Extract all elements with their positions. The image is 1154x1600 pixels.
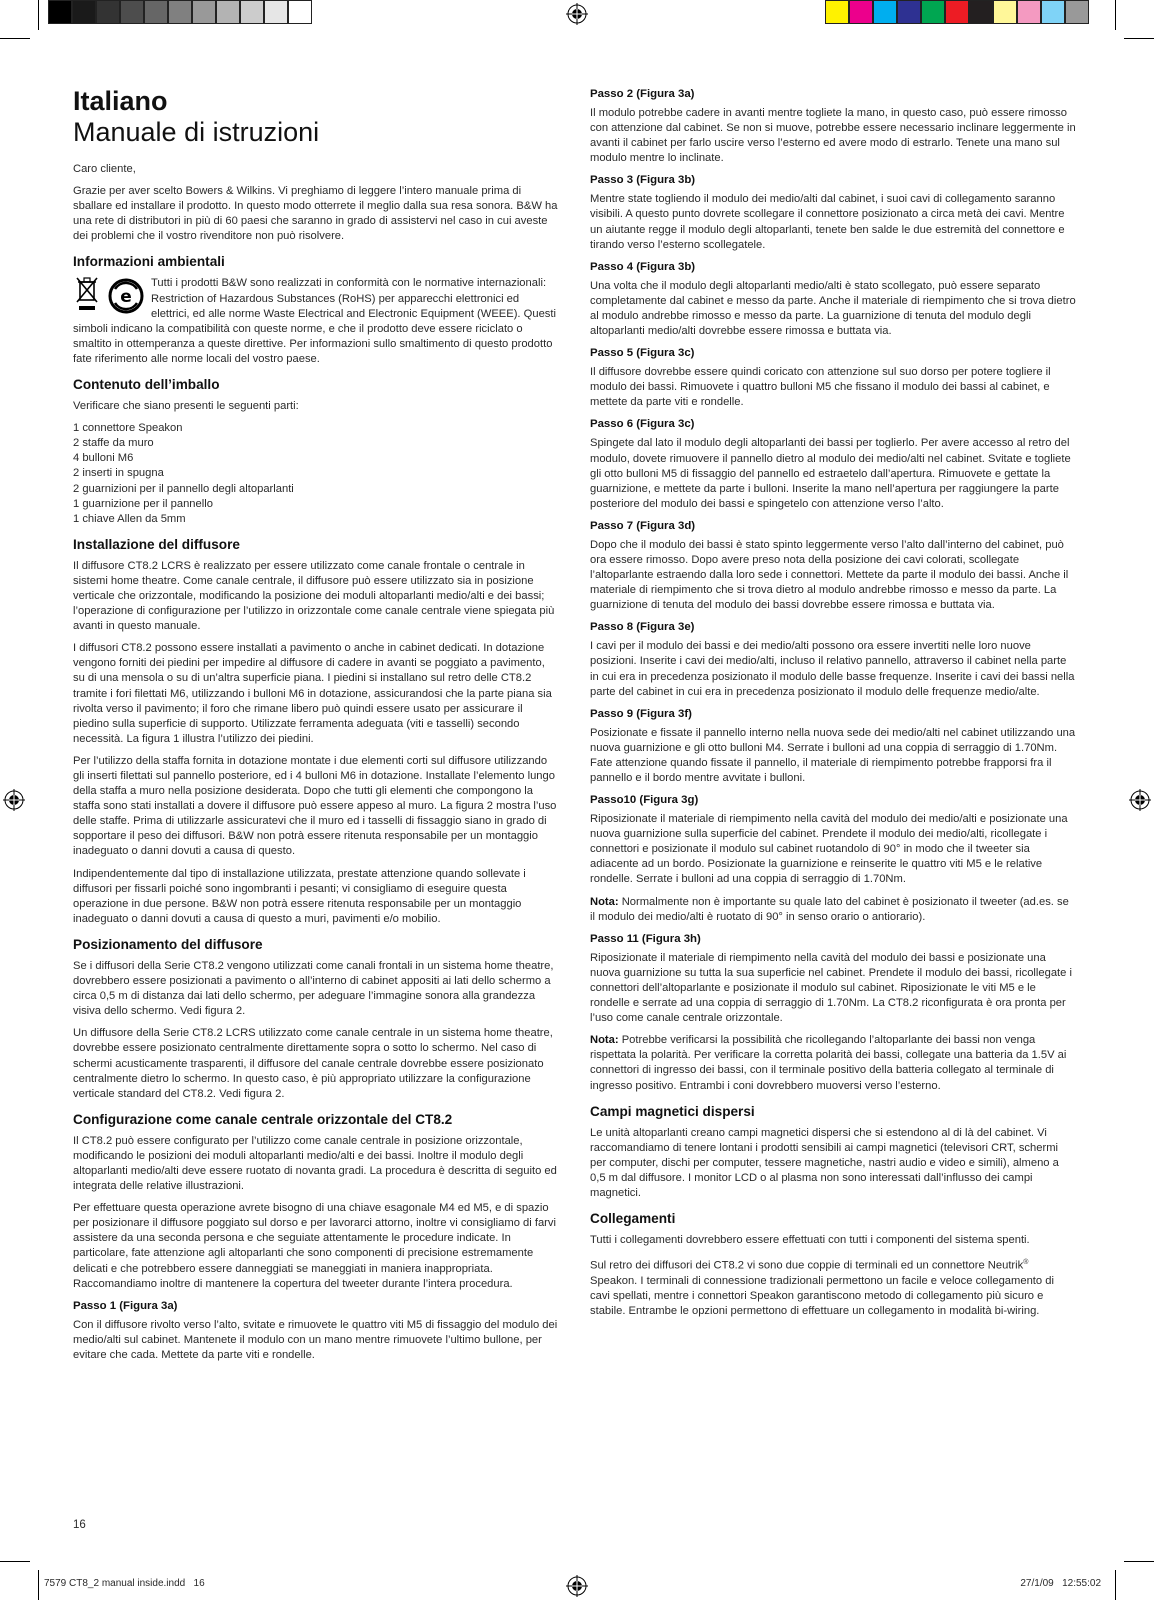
svg-text:e: e: [120, 287, 132, 308]
step-paragraph: Il modulo potrebbe cadere in avanti mentre togliete la mano, in questo caso, può essere rimosso con attenzione dal cabinet. Se non si muove, potrebbe essere necessario inclinare leggermente in avanti il cabinet per farlo uscire verso l’esterno ed avere modo di estrarlo. Tenete una mano sul modulo mentre lo inclinate.: [590, 107, 1076, 165]
color-swatch: [849, 0, 873, 24]
color-swatch: [120, 0, 144, 24]
magnetic-paragraph: Le unità altoparlanti creano campi magnetici dispersi che si estendono al di là del cabinet. Vi raccomandiamo di tenere lontani i prodotti sensibili ai campi magnetici (televisori CRT, schermi per computer, dischi per computer, tessere magnetiche, nastri audio e video e simili), almeno a 0,5 m dal diffusore. I monitor LCD o al plasma non sono interessati dall’influsso dei campi magnetici.: [590, 1126, 1059, 1199]
list-item: 4 bulloni M6: [73, 452, 134, 465]
step-paragraph: Dopo che il modulo dei bassi è stato spinto leggermente verso l’alto dall’interno del cabinet, può ora essere rimosso. Dopo avere preso nota della posizione dei cavi colorati, scollegate l’altoparlante estraendo dalla loro sede i connettori. Mettete da parte il modulo dei bassi. Anche il materiale di riempimento che si trova dietro al modulo andrebbe rimosso e messo da parte. La guarnizione di tenuta del modulo dei bassi dovrebbe essere rimossa e buttata via.: [590, 538, 1069, 612]
environment-icons: [73, 276, 149, 316]
list-item: 2 inserti in spugna: [73, 467, 164, 480]
color-swatch: [48, 0, 72, 24]
package-list: [73, 421, 559, 527]
installation-paragraph: Indipendentemente dal tipo di installazione utilizzata, prestate attenzione quando sollevate i diffusori per fissarli poiché sono ingombranti i pesanti; vi consigliamo di eseguire questa operazione in due persone. B&W non potrà essere ritenuta responsabile per un montaggio inadeguato o danni dovuti a causa di questo a muri, pavimenti e/o mobilio.: [73, 867, 526, 925]
note-paragraph: [590, 1033, 1076, 1093]
crop-mark: [1124, 38, 1154, 39]
step-heading: Passo 2 (Figura 3a): [590, 88, 695, 100]
step-paragraph: Riposizionate il materiale di riempimento nella cavità del modulo dei bassi e posizionate una nuova guarnizione su tutta la sua superficie nel cabinet. Prendete il modulo dei bassi, ricollegate i connettori dell’altoparlante e posizionate il modulo sul cabinet. Riposizionate le viti M5 e le rondelle e serrate ad una coppia di serraggio di 1.70Nm. La CT8.2 riconfigurata è ora pronta per l’uso come canale centrale orizzontale.: [590, 951, 1072, 1025]
section-heading-connections: Collegamenti: [590, 1211, 676, 1227]
color-swatch: [216, 0, 240, 24]
right-column: [590, 87, 1076, 1326]
color-swatch: [1065, 0, 1089, 24]
color-swatch: [993, 0, 1017, 24]
note-text: Normalmente non è importante su quale lato del cabinet è posizionato il tweeter (ad.es. se il modulo dei medio/alti è ruotato di 90° in senso orario o antiorario).: [590, 895, 1069, 923]
rohs-icon: [107, 277, 145, 315]
step-paragraph: Una volta che il modulo degli altoparlanti medio/alti è stato scollegato, può essere separato completamente dal cabinet e messo da parte. Anche il materiale di riempimento che si trova dietro al modulo andrebbe rimosso e messo da parte. La guarnizione di tenuta del modulo degli altoparlanti medio/alti dovrebbe essere rimossa e buttata via.: [590, 279, 1076, 338]
installation-paragraph: Il diffusore CT8.2 LCRS è realizzato per essere utilizzato come canale frontale o centrale in sistemi home theatre. Come canale centrale, il diffusore può essere utilizzato sia in posizione verticale che orizzontale, modificando la posizione dei moduli altoparlanti medio/alti e dei bassi; l’operazione di configurazione per l’utilizzo in orizzontale come canale centrale viene spiegata più avanti in questo manuale.: [73, 559, 555, 633]
connections-paragraph: [590, 1255, 1076, 1319]
page-number: 16: [73, 1519, 86, 1531]
step-heading: Passo 7 (Figura 3d): [590, 519, 696, 532]
note-label: Nota:: [590, 895, 619, 908]
configuration-paragraph: Per effettuare questa operazione avrete bisogno di una chiave esagonale M4 ed M5, e di spazio per posizionare il diffusore poggiato sul dorso e per lavorarci attorno, inoltre vi consigliamo di farvi assistere da una seconda persona e che seguiate attentamente le procedure indicate. In particolare, fate attenzione agli altoparlanti che sono componenti di precisione estremamente delicati e che potrebbero essere danneggiati se maneggiati in maniera inappropriata. Raccomandiamo inoltre di mantenere la copertura del tweeter durante l’intera procedura.: [73, 1202, 556, 1290]
connections-text: Sul retro dei diffusori dei CT8.2 vi sono due coppie di terminali ed un connettore Neutrik: [590, 1259, 1024, 1272]
crop-mark: [1115, 0, 1116, 30]
color-swatch: [921, 0, 945, 24]
step-heading: Passo 1 (Figura 3a): [73, 1299, 178, 1312]
color-swatch: [945, 0, 969, 24]
color-swatch: [873, 0, 897, 24]
section-heading-installation: Installazione del diffusore: [73, 536, 240, 552]
intro-paragraph: Grazie per aver scelto Bowers & Wilkins. Vi preghiamo di leggere l’intero manuale prima di sballare ed installare il prodotto. In questo modo otterrete il meglio dalla sua resa sonora. B&W ha una rete di distributori in più di 60 paesi che saranno in grado di assistervi nel caso in cui aveste dei problemi che il vostro rivenditore non può risolvere.: [73, 185, 558, 243]
note-paragraph: [590, 895, 1076, 925]
color-swatch: [192, 0, 216, 24]
step-paragraph: Posizionate e fissate il pannello interno nella nuova sede dei medio/alti nel cabinet utilizzando una nuova guarnizione e gli otto bulloni M4. Serrate i bulloni ad una coppia di serraggio di 1.70Nm. Fate attenzione quando fissate il pannello, il materiale di riempimento potrebbe frapporsi fra il pannello e il bordo mentre avvitate i bulloni.: [590, 726, 1076, 784]
color-swatch: [96, 0, 120, 24]
color-swatch: [825, 0, 849, 24]
registration-mark-icon: [3, 789, 25, 811]
footer-file-info: 7579 CT8_2 manual inside.indd 16: [44, 1578, 205, 1589]
list-item: 1 guarnizione per il pannello: [73, 497, 213, 510]
package-intro: Verificare che siano presenti le seguenti parti:: [73, 400, 299, 413]
color-swatch: [168, 0, 192, 24]
step-paragraph: I cavi per il modulo dei bassi e dei medio/alti possono ora essere invertiti nelle loro nuove posizioni. Inserite i cavi dei medio/alti, incluso il relativo pannello, attraverso il cabinet nella parte in cui era in precedenza posizionato il modulo delle basse frequenze. Inserite i cavi dei bassi nella parte del cabinet in cui era in precedenza posizionato il modulo delle frequenze medio/alte.: [590, 640, 1075, 698]
color-swatch: [264, 0, 288, 24]
step-paragraph: Mentre state togliendo il modulo dei medio/alti dal cabinet, i suoi cavi di collegamento saranno visibili. A questo punto dovrete scollegare il connettore posizionato a circa metà dei cavi. Mentre un aiutante regge il modulo degli altoparlanti, tenete ben salde le due estremità del connettore e tirando verso l’esterno scollegatele.: [590, 193, 1065, 251]
page-subtitle: Manuale di istruzioni: [73, 117, 320, 147]
step-heading: Passo 5 (Figura 3c): [590, 347, 695, 360]
list-item: 1 connettore Speakon: [73, 422, 183, 435]
step-paragraph: Riposizionate il materiale di riempimento nella cavità del modulo dei medio/alti e posizionate una nuova guarnizione sulla superficie del cabinet. Prendete il modulo dei medio/alti, ricollegate i connettori e posizionate il modulo sul cabinet ruotandolo di 90° in modo che il tweeter sia adiacente ad un bordo. Posizionate la guarnizione e reinserite le quattro viti M5 e le relative rondelle. Serrate i bulloni ad una coppia di serraggio di 1.70Nm.: [590, 813, 1068, 886]
list-item: 2 staffe da muro: [73, 437, 154, 450]
crop-mark: [38, 1570, 39, 1600]
crop-mark: [1124, 1561, 1154, 1562]
installation-paragraph: Per l’utilizzo della staffa fornita in dotazione montate i due elementi corti sul diffusore utilizzando gli inserti filettati sul pannello posteriore, ed i 4 bulloni M6 in dotazione. Installate l’elemento lungo della staffa a muro nella posizione desiderata. Dopo che tutti gli elementi che compongono la staffa sono stati installati a dovere il diffusore può essere appeso al muro. La figura 2 mostra l’uso delle staffe. Prima di utilizzarle assicuratevi che il muro ed i tasselli di fissaggio siano in grado di sopportare il peso dei diffusori. B&W non potrà essere ritenuta responsabile per un montaggio inadeguato o danni dovuti a causa di questo.: [73, 754, 557, 858]
list-item: 2 guarnizioni per il pannello degli altoparlanti: [73, 482, 294, 495]
step-heading: Passo 3 (Figura 3b): [590, 174, 696, 187]
gray-color-bars: [48, 0, 312, 24]
connections-paragraph: Tutti i collegamenti dovrebbero essere effettuati con tutti i componenti del sistema spenti.: [590, 1234, 1030, 1247]
installation-paragraph: I diffusori CT8.2 possono essere installati a pavimento o anche in cabinet dedicati. In dotazione vengono forniti dei piedini per impedire al diffusore di cadere in avanti se poggiato a pavimento, su di una mensola o su di un’altra superficie piana. I piedini si installano sul retro delle CT8.2 tramite i fori filettati M6, utilizzando i bulloni M6 in dotazione, assicurandosi che la parte piana sia rivolta verso il pavimento; il foro che rimane libero può quindi essere usato per assicurare il piedino sulla superficie di supporto. Utilizzate ferramenta adeguata (viti e tasselli) secondo necessità. La figura 1 illustra l’utilizzo dei piedini.: [73, 642, 552, 745]
environment-paragraph: Tutti i prodotti B&W sono realizzati in conformità con le normative internazionali: Restriction of Hazardous Substances (RoHS) per apparecchi elettronici ed elettrici, ed alle norme Waste Electrical and Electronic Equipment (WEEE). Questi simboli indicano la compatibilità con queste norme, e che il prodotto deve essere riciclato o smaltito in ottemperanza a queste direttive. Per informazioni sullo smaltimento di questo prodotto fate riferimento alle norme locali del vostro paese.: [73, 277, 556, 365]
note-text: Potrebbe verificarsi la possibilità che ricollegando l’altoparlante dei bassi non venga rispettata la polarità. Per verificare la corretta polarità dei bassi, collegate una batteria da 1.5V ai connettori di ingresso dei bassi, con il terminale positivo della batteria collegato al terminale di ingresso positivo. Entrambi i coni dovrebbero muoversi verso l’esterno.: [590, 1034, 1067, 1092]
step-heading: Passo 6 (Figura 3c): [590, 418, 695, 431]
process-color-bars: [825, 0, 1089, 24]
crop-mark: [0, 38, 30, 39]
color-swatch: [288, 0, 312, 24]
section-heading-package: Contenuto dell’imballo: [73, 377, 220, 393]
step-paragraph: Con il diffusore rivolto verso l’alto, svitate e rimuovete le quattro viti M5 di fissaggio del modulo dei medio/alti sul cabinet. Mantenete il modulo con un mano mentre rimuovete l’ultimo bullone, per evitare che cada. Mettete da parte viti e rondelle.: [73, 1318, 558, 1361]
note-label: Nota:: [590, 1034, 619, 1047]
section-heading-positioning: Posizionamento del diffusore: [73, 936, 263, 952]
configuration-paragraph: Il CT8.2 può essere configurato per l’utilizzo come canale centrale in posizione orizzontale, modificando le posizioni dei moduli altoparlanti medio/alti e dei bassi. Inoltre il modulo degli altoparlanti medio/alti deve essere ruotato di novanta gradi. La procedura è descritta di seguito ed integrata delle relative illustrazioni.: [73, 1134, 557, 1193]
page-title: Italiano: [73, 86, 168, 116]
weee-bin-icon: [75, 276, 99, 312]
color-swatch: [969, 0, 993, 24]
step-heading: Passo 4 (Figura 3b): [590, 260, 696, 273]
crop-mark: [38, 0, 39, 30]
crop-mark: [0, 1561, 30, 1562]
positioning-paragraph: Se i diffusori della Serie CT8.2 vengono utilizzati come canali frontali in un sistema home theatre, dovrebbero essere posizionati a pavimento o all’interno di cabinet appositi ai lati dello schermo a circa 0,5 m di distanza dai lati dello schermo, per adeguare l’immagine sonora alla grandezza visiva dello schermo. Vedi figura 2.: [73, 959, 554, 1018]
left-column: [73, 86, 559, 1370]
color-swatch: [1041, 0, 1065, 24]
color-swatch: [897, 0, 921, 24]
footer-timestamp: 27/1/09 12:55:02: [1020, 1578, 1101, 1589]
registration-mark-icon: [566, 3, 588, 25]
registration-mark-icon: [1129, 789, 1151, 811]
registered-mark: ®: [1023, 1259, 1029, 1267]
crop-mark: [1115, 1570, 1116, 1600]
step-heading: Passo 8 (Figura 3e): [590, 621, 695, 634]
step-paragraph: Spingete dal lato il modulo degli altoparlanti dei bassi per toglierlo. Per avere accesso al retro del modulo, dovete rimuovere il pannello dietro al modulo dei medio/alti nel cabinet. Svitate e togliete gli otto bulloni M5 di fissaggio del pannello ed estraetelo dall’apertura. Rimuovete e gettate la guarnizione, e mettete da parte i bulloni. Inserite la mano nell’apertura per raggiungere la parte posteriore del modulo dei bassi e spingetelo con attenzione verso l’alto.: [590, 437, 1071, 510]
section-heading-magnetic: Campi magnetici dispersi: [590, 1103, 755, 1119]
step-heading: Passo 11 (Figura 3h): [590, 932, 701, 945]
registration-mark-icon: [566, 1575, 588, 1597]
step-paragraph: Il diffusore dovrebbe essere quindi coricato con attenzione sul suo dorso per potere togliere il modulo dei bassi. Rimuovete i quattro bulloni M5 che fissano il modulo dei bassi al cabinet, e mettete da parte viti e rondelle.: [590, 366, 1051, 409]
color-swatch: [72, 0, 96, 24]
section-heading-configuration: Configurazione come canale centrale orizzontale del CT8.2: [73, 1111, 453, 1127]
step-heading: Passo 9 (Figura 3f): [590, 707, 692, 720]
greeting: Caro cliente,: [73, 163, 136, 175]
color-swatch: [1017, 0, 1041, 24]
color-swatch: [144, 0, 168, 24]
color-swatch: [240, 0, 264, 24]
list-item: 1 chiave Allen da 5mm: [73, 512, 186, 525]
connections-text: Speakon. I terminali di connessione tradizionali permettono un facile e veloce collegamento di cavi spellati, mentre i connettori Speakon garantiscono metodo di collegamento più sicuro e stabile. Entrambe le opzioni permettono di effettuare un collegamento in modalità bi-wiring.: [590, 1274, 1054, 1318]
positioning-paragraph: Un diffusore della Serie CT8.2 LCRS utilizzato come canale centrale in un sistema home theatre, dovrebbe essere posizionato centralmente direttamente sopra o sotto lo schermo. Nel caso di schermi acusticamente trasparenti, il diffusore del canale centrale dovrebbe essere posizionato centralmente dietro lo schermo. In questo caso, è più appropriato utilizzare la configurazione verticale standard del CT8.2. Vedi figura 2.: [73, 1027, 553, 1100]
step-heading: Passo10 (Figura 3g): [590, 794, 699, 807]
section-heading-environment: Informazioni ambientali: [73, 254, 225, 270]
